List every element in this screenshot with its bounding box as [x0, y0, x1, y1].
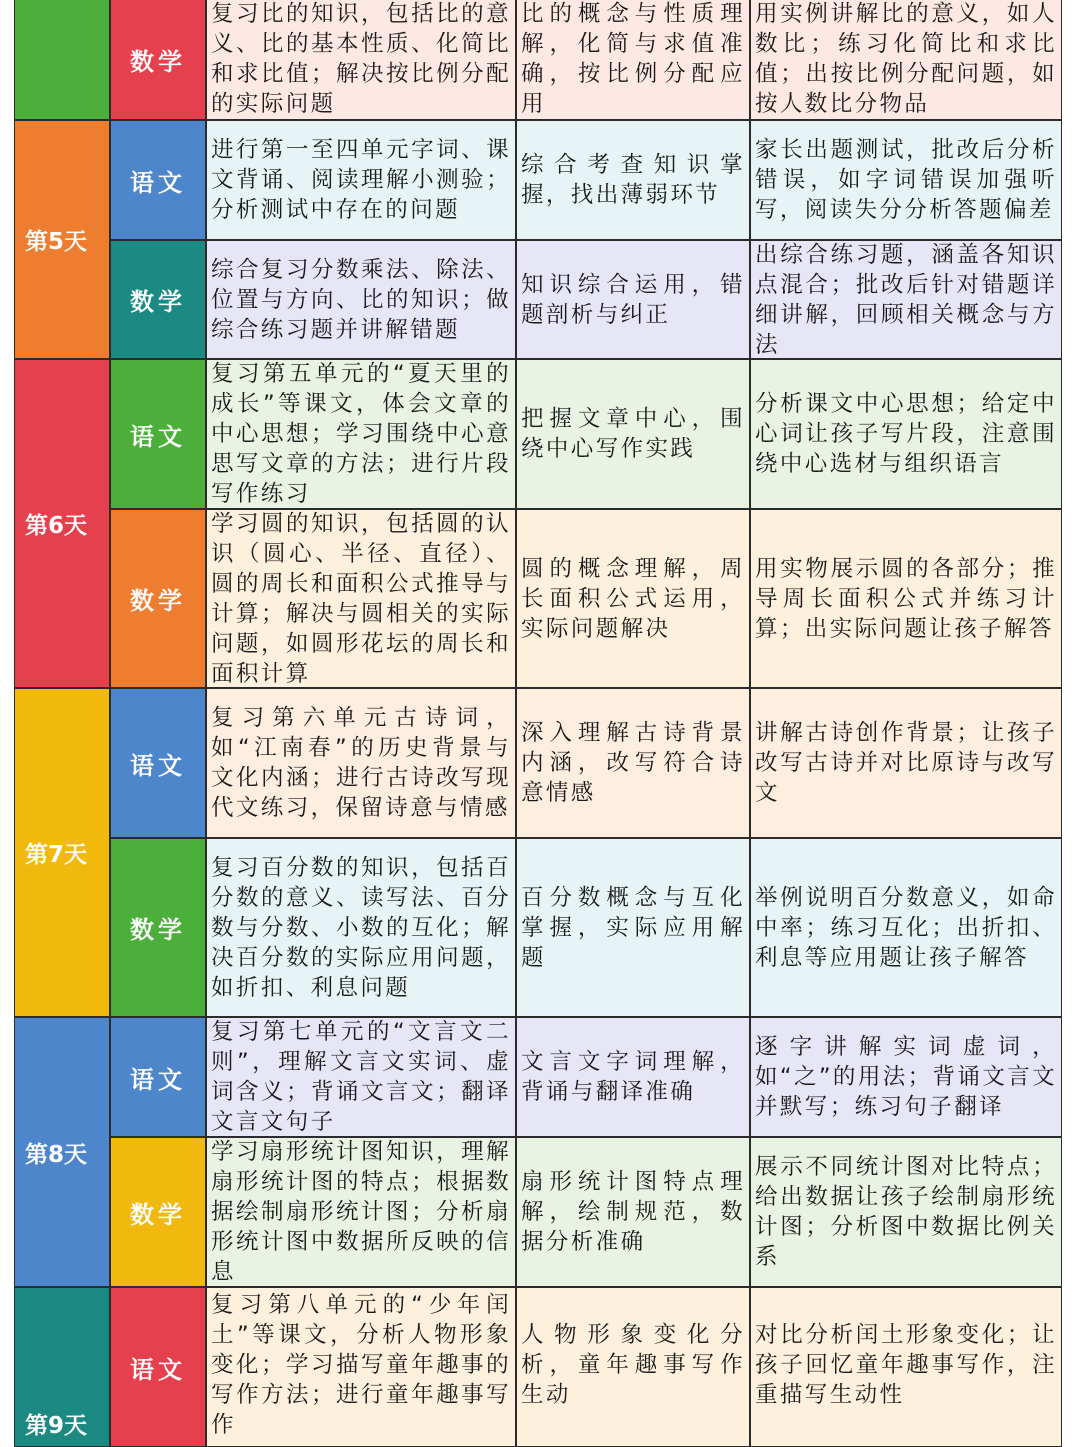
focus-text: 文言文字词理解，背诵与翻译准确 [521, 1049, 745, 1105]
content-cell [206, 359, 516, 509]
content-text: 复习第八单元的“少年闰土”等课文，分析人物形象变化；学习描写童年趣事的写作方法；进行童年趣事写作 [211, 1292, 511, 1438]
day-cell [14, 688, 110, 1017]
method-cell [750, 359, 1062, 509]
focus-cell [516, 240, 750, 359]
content-cell [206, 688, 516, 838]
focus-cell [516, 120, 750, 240]
method-cell [750, 509, 1062, 688]
subject-cell [110, 0, 206, 120]
focus-cell [516, 359, 750, 509]
subject-label: 语文 [130, 168, 186, 197]
focus-text: 圆的概念理解，周长面积公式运用，实际问题解决 [521, 555, 745, 642]
method-text: 用实物展示圆的各部分；推导周长面积公式并练习计算；出实际问题让孩子解答 [755, 555, 1057, 642]
focus-cell [516, 688, 750, 838]
day-cell [14, 1017, 110, 1287]
focus-cell [516, 509, 750, 688]
focus-text: 百分数概念与互化掌握，实际应用解题 [521, 884, 745, 971]
focus-text: 深入理解古诗背景内涵，改写符合诗意情感 [521, 720, 745, 806]
day-cell [14, 1287, 110, 1447]
content-text: 学习圆的知识，包括圆的认识（圆心、半径、直径）、圆的周长和面积公式推导与计算；解决与圆相关的实际问题，如圆形花坛的周长和面积计算 [211, 510, 511, 687]
method-cell [750, 838, 1062, 1017]
day-label: 第6天 [25, 513, 88, 539]
subject-cell [110, 1017, 206, 1137]
method-cell [750, 240, 1062, 359]
subject-cell [110, 1137, 206, 1287]
content-cell [206, 1287, 516, 1447]
focus-text: 人物形象变化分析，童年趣事写作生动 [521, 1322, 745, 1408]
subject-label: 数学 [130, 916, 186, 944]
content-cell [206, 0, 516, 120]
content-cell [206, 120, 516, 240]
day-label: 第5天 [25, 229, 88, 255]
method-text: 家长出题测试，批改后分析错误，如字词错误加强听写，阅读失分分析答题偏差 [755, 137, 1057, 223]
method-text: 讲解古诗创作背景；让孩子改写古诗并对比原诗与改写文 [755, 720, 1057, 806]
subject-label: 数学 [130, 587, 186, 615]
subject-cell [110, 240, 206, 359]
focus-cell [516, 1287, 750, 1447]
day-cell [14, 0, 110, 120]
subject-cell [110, 688, 206, 838]
subject-label: 数学 [130, 1200, 186, 1229]
method-text: 用实例讲解比的意义，如人数比；练习化简比和求比值；出按比例分配问题，如按人数比分物品 [755, 1, 1057, 117]
subject-cell [110, 1287, 206, 1447]
day-label: 第9天 [25, 1413, 88, 1439]
content-cell [206, 1017, 516, 1137]
subject-cell [110, 838, 206, 1017]
subject-label: 语文 [130, 751, 186, 780]
method-cell [750, 1017, 1062, 1137]
focus-cell [516, 1137, 750, 1287]
subject-cell [110, 120, 206, 240]
focus-cell [516, 0, 750, 120]
content-text: 复习第六单元古诗词，如“江南春”的历史背景与文化内涵；进行古诗改写现代文练习，保留诗意与情感 [211, 705, 511, 821]
subject-label: 语文 [130, 422, 186, 451]
focus-text: 综合考查知识掌握，找出薄弱环节 [521, 152, 745, 208]
method-cell [750, 120, 1062, 240]
method-text: 对比分析闰土形象变化；让孩子回忆童年趣事写作，注重描写生动性 [755, 1322, 1057, 1408]
day-label: 第7天 [25, 842, 88, 868]
review-plan-table [14, 0, 1062, 1440]
content-text: 学习扇形统计图知识，理解扇形统计图的特点；根据数据绘制扇形统计图；分析扇形统计图中数据所反映的信息 [211, 1139, 511, 1285]
content-text: 综合复习分数乘法、除法、位置与方向、比的知识；做综合练习题并讲解错题 [211, 256, 511, 343]
focus-cell [516, 838, 750, 1017]
focus-text: 把握文章中心，围绕中心写作实践 [521, 406, 745, 462]
method-text: 逐字讲解实词虚词，如“之”的用法；背诵文言文并默写；练习句子翻译 [755, 1034, 1058, 1120]
focus-text: 知识综合运用，错题剖析与纠正 [521, 271, 745, 328]
method-text: 展示不同统计图对比特点；给出数据让孩子绘制扇形统计图；分析图中数据比例关系 [755, 1154, 1057, 1270]
content-cell [206, 509, 516, 688]
content-cell [206, 1137, 516, 1287]
focus-text: 扇形统计图特点理解，绘制规范，数据分析准确 [521, 1169, 745, 1255]
day-cell [14, 120, 110, 359]
method-text: 分析课文中心思想；给定中心词让孩子写片段，注意围绕中心选材与组织语言 [755, 391, 1057, 477]
subject-label: 数学 [130, 47, 186, 76]
method-cell [750, 1137, 1062, 1287]
subject-cell [110, 359, 206, 509]
method-cell [750, 1287, 1062, 1447]
subject-label: 数学 [130, 288, 186, 316]
method-cell [750, 688, 1062, 838]
day-label: 第8天 [25, 1141, 88, 1168]
subject-label: 语文 [130, 1065, 186, 1094]
content-text: 复习第五单元的“夏天里的成长”等课文，体会文章的中心思想；学习围绕中心意思写文章的方法；进行片段写作练习 [211, 361, 511, 507]
content-cell [206, 838, 516, 1017]
focus-text: 比的概念与性质理解，化简与求值准确，按比例分配应用 [521, 1, 745, 117]
content-text: 复习百分数的知识，包括百分数的意义、读写法、百分数与分数、小数的互化；解决百分数的实际应用问题，如折扣、利息问题 [211, 854, 511, 1001]
day-cell [14, 359, 110, 688]
focus-cell [516, 1017, 750, 1137]
subject-cell [110, 509, 206, 688]
method-text: 出综合练习题，涵盖各知识点混合；批改后针对错题详细讲解，回顾相关概念与方法 [755, 241, 1057, 358]
content-cell [206, 240, 516, 359]
method-text: 举例说明百分数意义，如命中率；练习互化；出折扣、利息等应用题让孩子解答 [755, 884, 1057, 971]
content-text: 进行第一至四单元字词、课文背诵、阅读理解小测验；分析测试中存在的问题 [211, 137, 511, 223]
subject-label: 语文 [130, 1355, 186, 1384]
method-cell [750, 0, 1062, 120]
content-text: 复习比的知识，包括比的意义、比的基本性质、化简比和求比值；解决按比例分配的实际问题 [211, 1, 511, 117]
content-text: 复习第七单元的“文言文二则”，理解文言文实词、虚词含义；背诵文言文；翻译文言文句子 [211, 1019, 511, 1135]
